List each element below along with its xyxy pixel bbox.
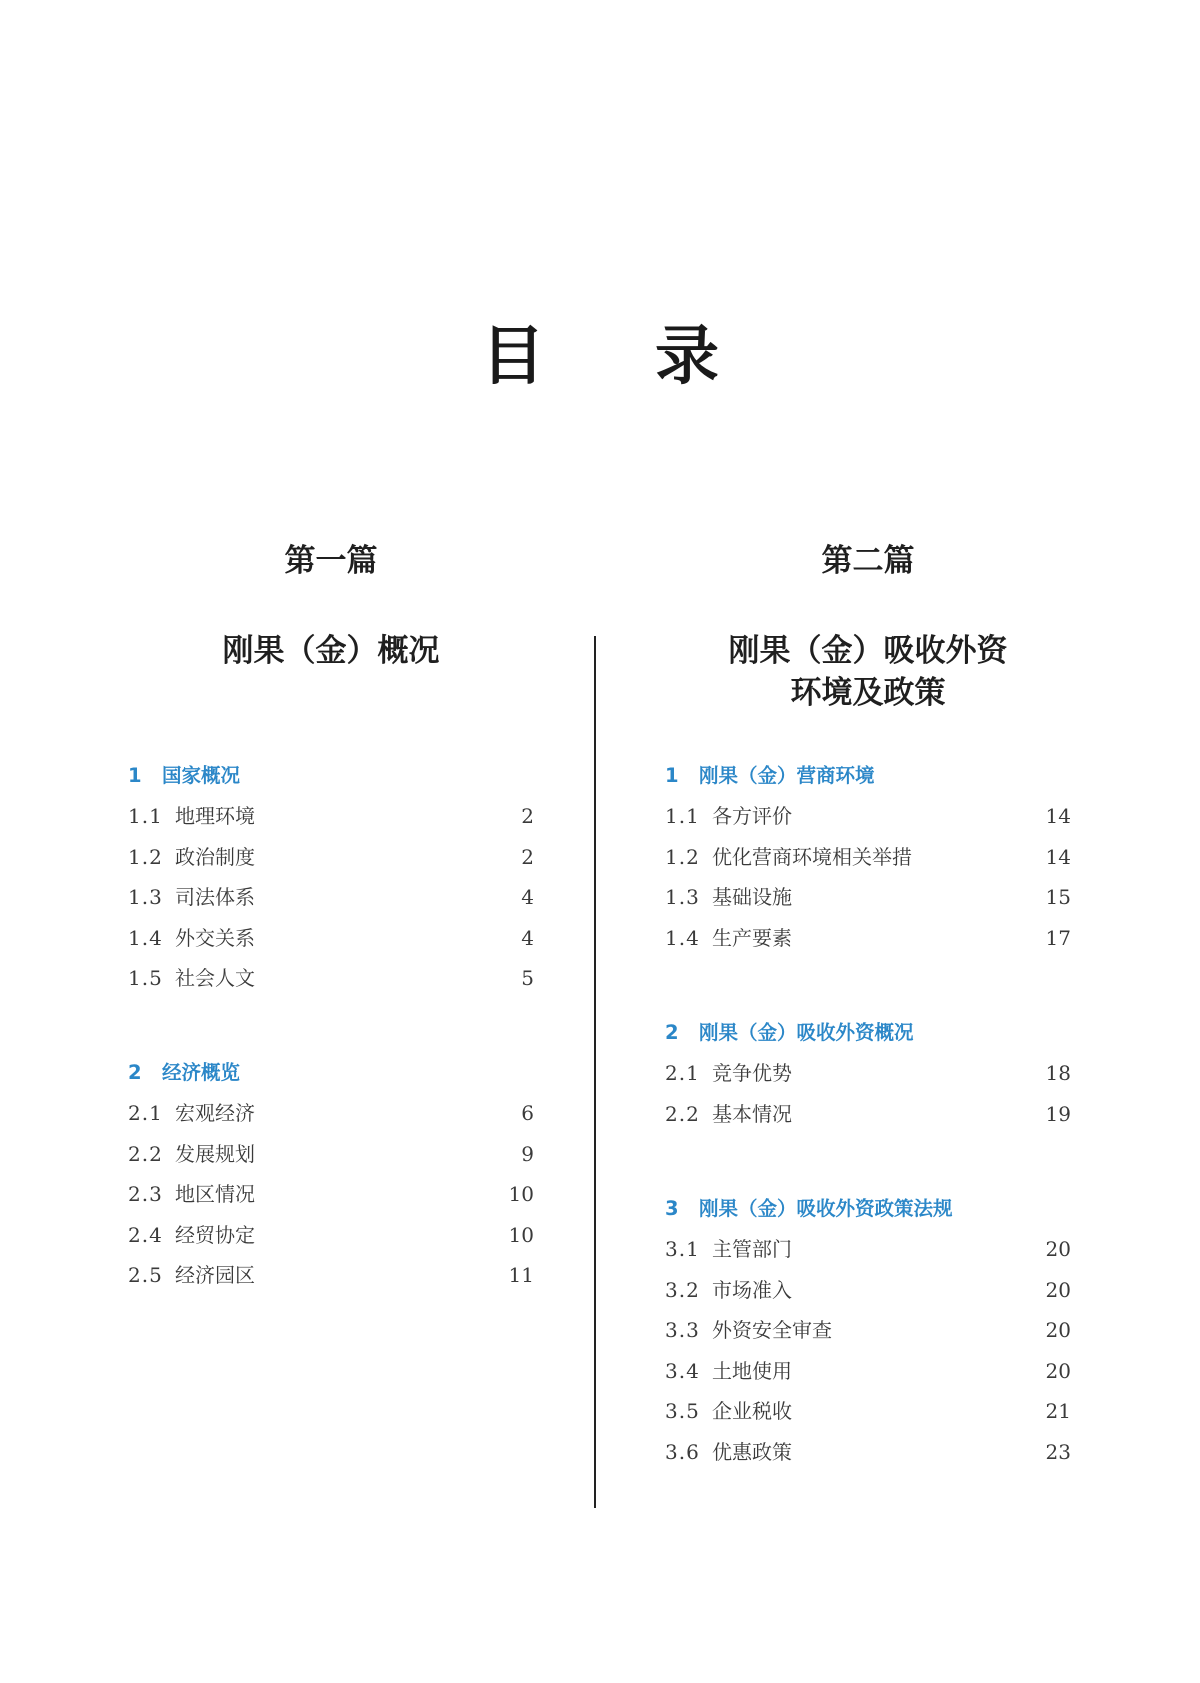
- page-title-char-2: 录: [655, 319, 719, 394]
- toc-section-2-1: [665, 756, 1071, 958]
- entry-number: 3.5: [665, 1399, 700, 1423]
- entry-page: 21: [1045, 1399, 1071, 1423]
- entry-page: 9: [521, 1141, 534, 1166]
- entry-number: 2.5: [128, 1263, 163, 1287]
- toc-entry[interactable]: [665, 1229, 1071, 1270]
- section-number: 1: [665, 764, 679, 787]
- entry-title: 生产要素: [712, 925, 792, 950]
- entry-number: 3.6: [665, 1439, 700, 1464]
- entry-number: 1.1: [665, 804, 700, 828]
- part-2-title-line-1: 刚果（金）吸收外资: [728, 633, 1008, 669]
- page-title: [0, 305, 1200, 397]
- entry-number: 1.4: [665, 925, 700, 950]
- entry-title: 竞争优势: [712, 1061, 792, 1085]
- entry-title: 市场准入: [712, 1277, 792, 1302]
- entry-title: 优化营商环境相关举措: [712, 844, 912, 869]
- part-1-title-line: 刚果（金）概况: [222, 633, 440, 669]
- entry-title: 地区情况: [175, 1182, 255, 1206]
- entry-number: 3.4: [665, 1358, 700, 1383]
- entry-title: 各方评价: [712, 804, 792, 828]
- entry-number: 1.3: [128, 885, 163, 909]
- entry-page: 10: [508, 1222, 534, 1247]
- toc-entry[interactable]: [665, 877, 1071, 918]
- section-title: 经济概览: [162, 1061, 241, 1084]
- entry-title: 企业税收: [712, 1399, 792, 1423]
- section-number: 2: [665, 1021, 679, 1044]
- entry-number: 2.4: [128, 1222, 163, 1247]
- entry-number: 2.1: [128, 1101, 163, 1125]
- entry-page: 11: [508, 1263, 534, 1287]
- entry-page: 20: [1045, 1277, 1071, 1302]
- entry-page: 14: [1045, 804, 1071, 828]
- entry-title: 社会人文: [175, 966, 255, 990]
- entry-title: 发展规划: [175, 1141, 255, 1166]
- entry-page: 20: [1045, 1237, 1071, 1261]
- section-heading[interactable]: [665, 1013, 1071, 1053]
- entry-number: 3.3: [665, 1318, 700, 1342]
- section-title: 刚果（金）吸收外资概况: [699, 1021, 914, 1044]
- entry-title: 土地使用: [712, 1358, 792, 1383]
- toc-entry[interactable]: [665, 1094, 1071, 1135]
- part-1-label: 第一篇: [284, 543, 378, 579]
- entry-title: 基础设施: [712, 885, 792, 909]
- toc-entry[interactable]: [128, 958, 534, 999]
- entry-number: 3.2: [665, 1277, 700, 1302]
- toc-entry[interactable]: [128, 837, 534, 878]
- toc-entry[interactable]: [665, 1270, 1071, 1311]
- toc-entry[interactable]: [128, 1215, 534, 1256]
- entry-title: 外资安全审查: [712, 1318, 832, 1342]
- entry-number: 2.2: [665, 1101, 700, 1126]
- part-1-title: [128, 630, 534, 672]
- entry-page: 6: [521, 1101, 534, 1125]
- entry-title: 基本情况: [712, 1101, 792, 1126]
- section-number: 3: [665, 1197, 679, 1220]
- toc-entry[interactable]: [128, 918, 534, 959]
- part-2-title: [631, 630, 1105, 714]
- entry-title: 外交关系: [175, 925, 255, 950]
- entry-page: 19: [1045, 1101, 1071, 1126]
- entry-page: 4: [521, 925, 534, 950]
- toc-entry[interactable]: [128, 877, 534, 918]
- part-2-title-line-2: 环境及政策: [790, 675, 946, 711]
- section-title: 刚果（金）吸收外资政策法规: [699, 1197, 953, 1220]
- toc-section-2-2: [665, 1013, 1071, 1134]
- section-title: 国家概况: [162, 764, 241, 787]
- entry-page: 5: [521, 966, 534, 990]
- entry-page: 4: [521, 885, 534, 909]
- page-title-char-1: 目: [481, 319, 545, 394]
- entry-number: 1.2: [128, 844, 163, 869]
- entry-number: 1.5: [128, 966, 163, 990]
- entry-title: 宏观经济: [175, 1101, 255, 1125]
- entry-number: 3.1: [665, 1237, 700, 1261]
- entry-page: 17: [1045, 925, 1071, 950]
- entry-title: 优惠政策: [712, 1439, 792, 1464]
- toc-entry[interactable]: [665, 796, 1071, 837]
- entry-page: 2: [521, 804, 534, 828]
- toc-entry[interactable]: [128, 796, 534, 837]
- toc-entry[interactable]: [128, 1134, 534, 1175]
- entry-page: 20: [1045, 1318, 1071, 1342]
- toc-section-1-1: [128, 756, 534, 999]
- entry-title: 主管部门: [712, 1237, 792, 1261]
- toc-entry[interactable]: [665, 1053, 1071, 1094]
- section-title: 刚果（金）营商环境: [699, 764, 875, 787]
- entry-title: 经济园区: [175, 1263, 255, 1287]
- entry-number: 2.1: [665, 1061, 700, 1085]
- toc-entry[interactable]: [665, 837, 1071, 878]
- entry-page: 2: [521, 844, 534, 869]
- entry-number: 1.1: [128, 804, 163, 828]
- entry-number: 2.3: [128, 1182, 163, 1206]
- section-number: 1: [128, 764, 142, 787]
- toc-entry[interactable]: [665, 1351, 1071, 1392]
- entry-title: 地理环境: [175, 804, 255, 828]
- entry-page: 14: [1045, 844, 1071, 869]
- toc-entry[interactable]: [665, 918, 1071, 959]
- section-heading[interactable]: [665, 1189, 1071, 1229]
- entry-number: 2.2: [128, 1141, 163, 1166]
- entry-title: 经贸协定: [175, 1222, 255, 1247]
- entry-title: 政治制度: [175, 844, 255, 869]
- toc-section-1-2: [128, 1053, 534, 1296]
- toc-entry[interactable]: [128, 1093, 534, 1134]
- toc-entry[interactable]: [665, 1391, 1071, 1432]
- toc-entry[interactable]: [665, 1310, 1071, 1351]
- section-heading[interactable]: [665, 756, 1071, 796]
- entry-title: 司法体系: [175, 885, 255, 909]
- entry-number: 1.4: [128, 925, 163, 950]
- entry-page: 18: [1045, 1061, 1071, 1085]
- entry-page: 10: [508, 1182, 534, 1206]
- part-2-label: 第二篇: [821, 543, 915, 579]
- section-number: 2: [128, 1061, 142, 1084]
- column-divider: [594, 636, 596, 1508]
- entry-page: 20: [1045, 1358, 1071, 1383]
- entry-number: 1.2: [665, 844, 700, 869]
- toc-entry[interactable]: [128, 1174, 534, 1215]
- section-heading[interactable]: [128, 756, 534, 796]
- entry-page: 15: [1045, 885, 1071, 909]
- entry-number: 1.3: [665, 885, 700, 909]
- section-heading[interactable]: [128, 1053, 534, 1093]
- entry-page: 23: [1045, 1439, 1071, 1464]
- toc-entry[interactable]: [128, 1255, 534, 1296]
- toc-entry[interactable]: [665, 1432, 1071, 1473]
- toc-section-2-3: [665, 1189, 1071, 1472]
